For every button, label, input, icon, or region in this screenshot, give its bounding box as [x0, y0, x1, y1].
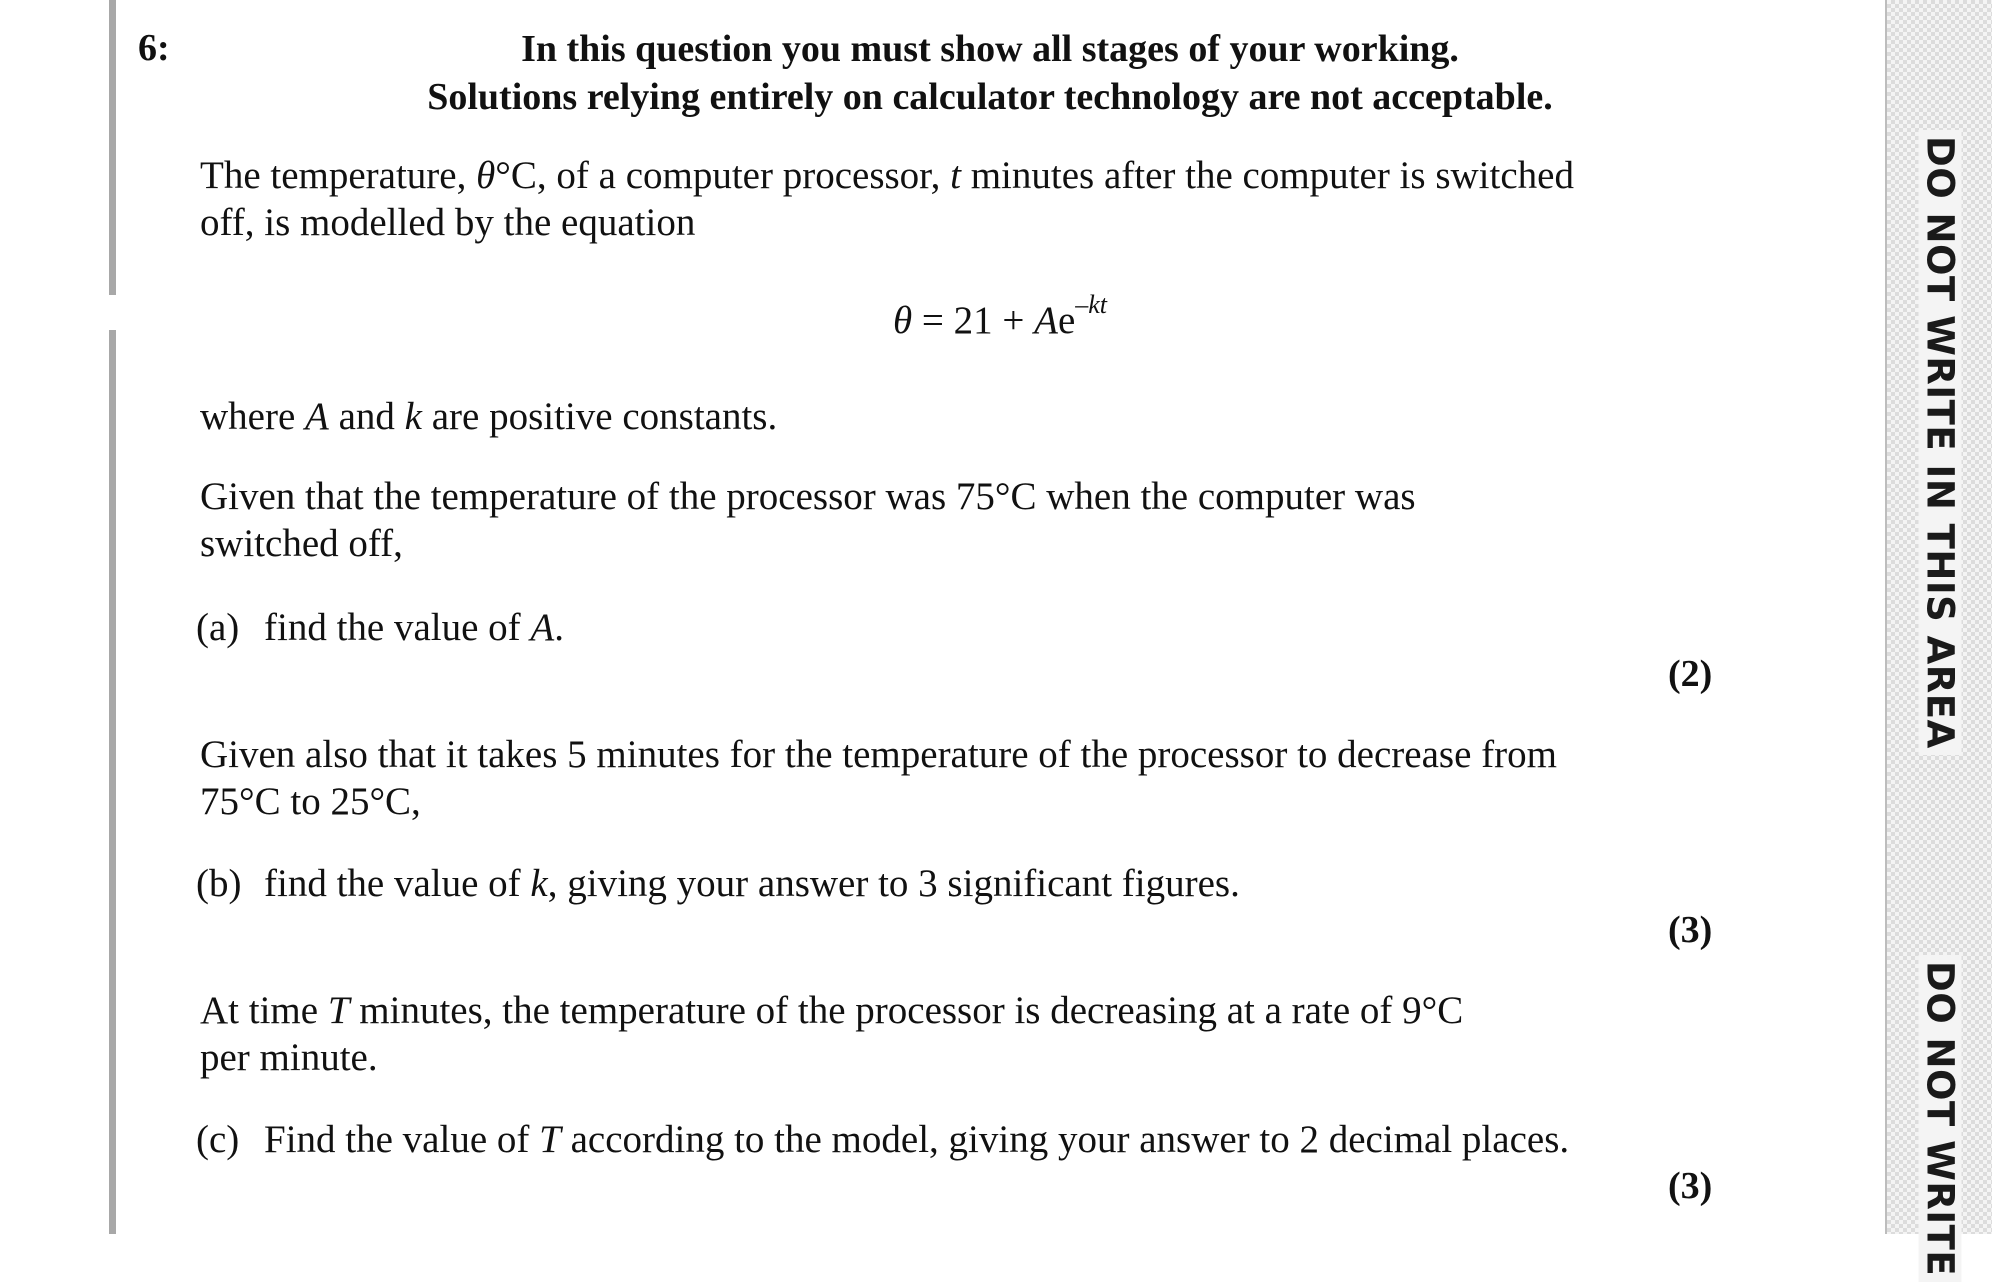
part-c-marks: (3) — [1668, 1165, 1713, 1207]
question-instructions — [230, 25, 1750, 121]
given3-line-1 — [200, 987, 1463, 1034]
given-paragraph-1 — [200, 473, 1416, 567]
question-number: 6: — [138, 27, 170, 69]
equation-A: A — [1034, 299, 1058, 342]
margin-warning-1: DO NOT WRITE IN THIS AREA — [1919, 130, 1962, 755]
part-b-text: find the value of — [264, 862, 531, 905]
given-paragraph-3 — [200, 987, 1463, 1081]
given1-line-2: switched off, — [200, 522, 403, 565]
part-a-end: . — [554, 606, 564, 649]
equation-exponent: –kt — [1075, 290, 1108, 319]
constant-A: A — [305, 395, 329, 438]
constants-text-a: where — [200, 395, 306, 438]
instruction-line-2: Solutions relying entirely on calculator technology are not acceptable. — [427, 76, 1553, 118]
intro-paragraph — [200, 152, 1574, 246]
equation-theta: θ — [892, 299, 913, 342]
instruction-line-1: In this question you must show all stages of your working. — [521, 28, 1459, 70]
given-paragraph-2 — [200, 731, 1557, 825]
part-c-label: (c) — [196, 1118, 240, 1161]
given2-line-1: Given also that it takes 5 minutes for the temperature of the processor to decrease from — [200, 733, 1557, 776]
constant-k: k — [404, 395, 422, 438]
part-b-label: (b) — [196, 862, 242, 905]
margin-warning-2: DO NOT WRITE — [1919, 955, 1962, 1282]
given3-text-a: At time — [200, 989, 328, 1032]
given2-line-2: 75°C to 25°C, — [200, 780, 421, 823]
part-c — [196, 1116, 1569, 1163]
model-equation — [0, 290, 1992, 346]
part-a-text: find the value of — [264, 606, 531, 649]
constants-sentence — [200, 393, 777, 440]
equation-middle: = 21 + — [912, 299, 1035, 342]
intro-text-a: The temperature, — [200, 154, 477, 197]
left-margin-bar-top — [109, 0, 116, 295]
constants-text-b: and — [328, 395, 405, 438]
constants-text-c: are positive constants. — [421, 395, 778, 438]
part-c-variable: T — [539, 1118, 561, 1161]
part-a-variable: A — [530, 606, 555, 649]
T-variable: T — [327, 989, 350, 1032]
part-b-end: , giving your answer to 3 significant figures. — [547, 862, 1240, 905]
part-b-marks: (3) — [1668, 909, 1713, 951]
intro-text-b: °C, of a computer processor, — [495, 154, 951, 197]
given3-line-2: per minute. — [200, 1036, 378, 1079]
given1-line-1: Given that the temperature of the processor was 75°C when the computer was — [200, 475, 1416, 518]
part-a-label: (a) — [196, 606, 240, 649]
part-c-text: Find the value of — [264, 1118, 540, 1161]
part-b — [196, 860, 1240, 907]
equation-e: e — [1057, 299, 1076, 342]
intro-text-c: minutes after the computer is switched — [960, 154, 1574, 197]
t-variable: t — [950, 154, 961, 197]
part-c-end: according to the model, giving your answer to 2 decimal places. — [560, 1118, 1570, 1161]
intro-line-1 — [200, 152, 1574, 199]
theta-symbol: θ — [476, 154, 496, 197]
given3-text-b: minutes, the temperature of the processor is decreasing at a rate of 9°C — [349, 989, 1464, 1032]
part-b-variable: k — [530, 862, 548, 905]
part-a — [196, 604, 564, 651]
part-a-marks: (2) — [1668, 653, 1713, 695]
left-margin-bar-bottom — [109, 330, 116, 1234]
intro-line-2: off, is modelled by the equation — [200, 201, 696, 244]
